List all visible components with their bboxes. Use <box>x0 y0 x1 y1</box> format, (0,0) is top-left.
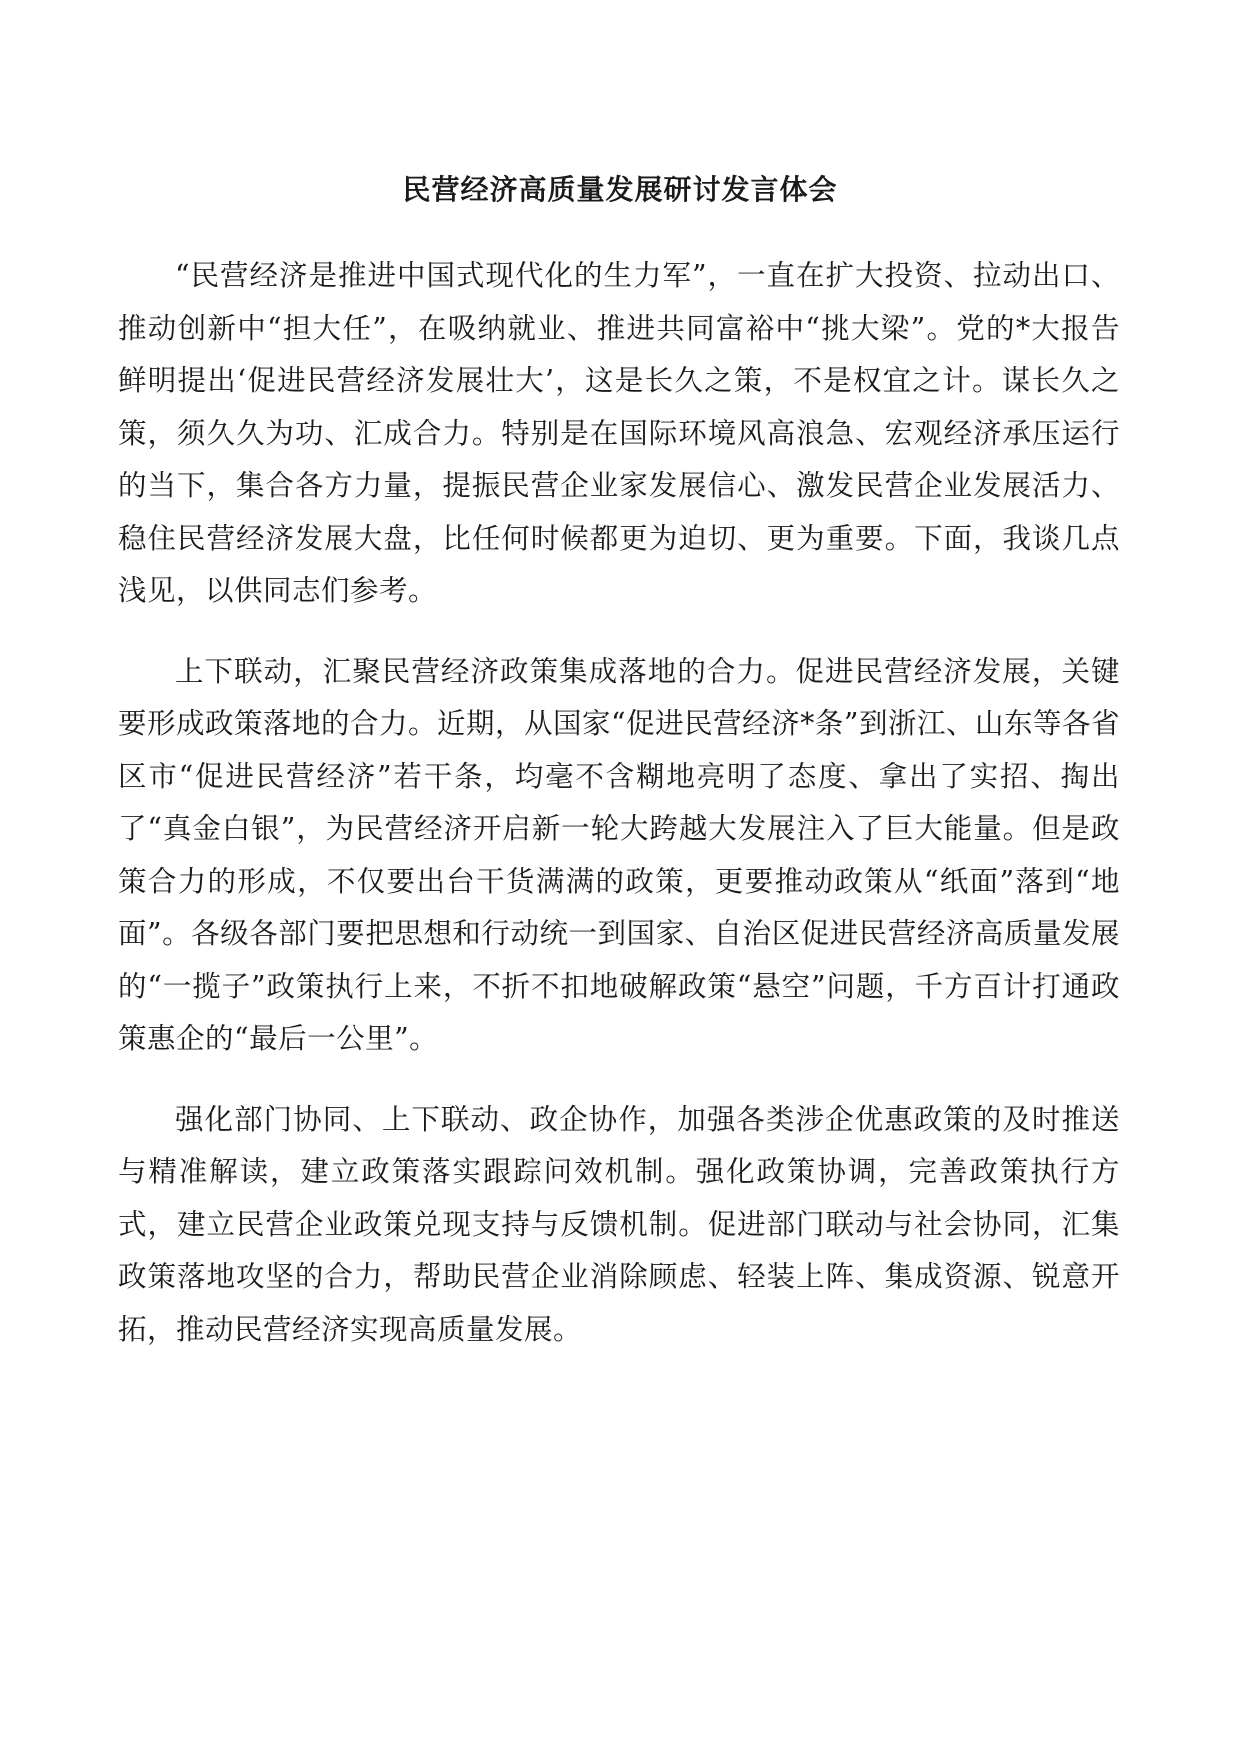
paragraph-intro: “民营经济是推进中国式现代化的生力军”，一直在扩大投资、拉动出口、推动创新中“担大任”，在吸纳就业、推进共同富裕中“挑大梁”。党的*大报告鲜明提出‘促进民营经济发展壮大’，这是长久之策，不是权宜之计。谋长久之策，须久久为功、汇成合力。特别是在国际环境风高浪急、宏观经济承压运行的当下，集合各方力量，提振民营企业家发展信心、激发民营企业发展活力、稳住民营经济发展大盘，比任何时候都更为迫切、更为重要。下面，我谈几点浅见，以供同志们参考。 <box>118 259 1120 607</box>
document-title: 民营经济高质量发展研讨发言体会 <box>402 173 838 206</box>
document-body <box>118 250 1120 1384</box>
paragraph-policy-synergy: 上下联动，汇聚民营经济政策集成落地的合力。促进民营经济发展，关键要形成政策落地的合力。近期，从国家“促进民营经济*条”到浙江、山东等各省区市“促进民营经济”若干条，均毫不含糊地亮明了态度、拿出了实招、掏出了“真金白银”，为民营经济开启新一轮大跨越大发展注入了巨大能量。但是政策合力的形成，不仅要出台干货满满的政策，更要推动政策从“纸面”落到“地面”。各级各部门要把思想和行动统一到国家、自治区促进民营经济高质量发展的“一揽子”政策执行上来，不折不扣地破解政策“悬空”问题，千方百计打通政策惠企的“最后一公里”。 <box>118 654 1120 1055</box>
paragraph-coordination: 强化部门协同、上下联动、政企协作，加强各类涉企优惠政策的及时推送与精准解读，建立政策落实跟踪问效机制。强化政策协调，完善政策执行方式，建立民营企业政策兑现支持与反馈机制。促进部门联动与社会协同，汇集政策落地攻坚的合力，帮助民营企业消除顾虑、轻装上阵、集成资源、锐意开拓，推动民营经济实现高质量发展。 <box>118 1102 1120 1346</box>
